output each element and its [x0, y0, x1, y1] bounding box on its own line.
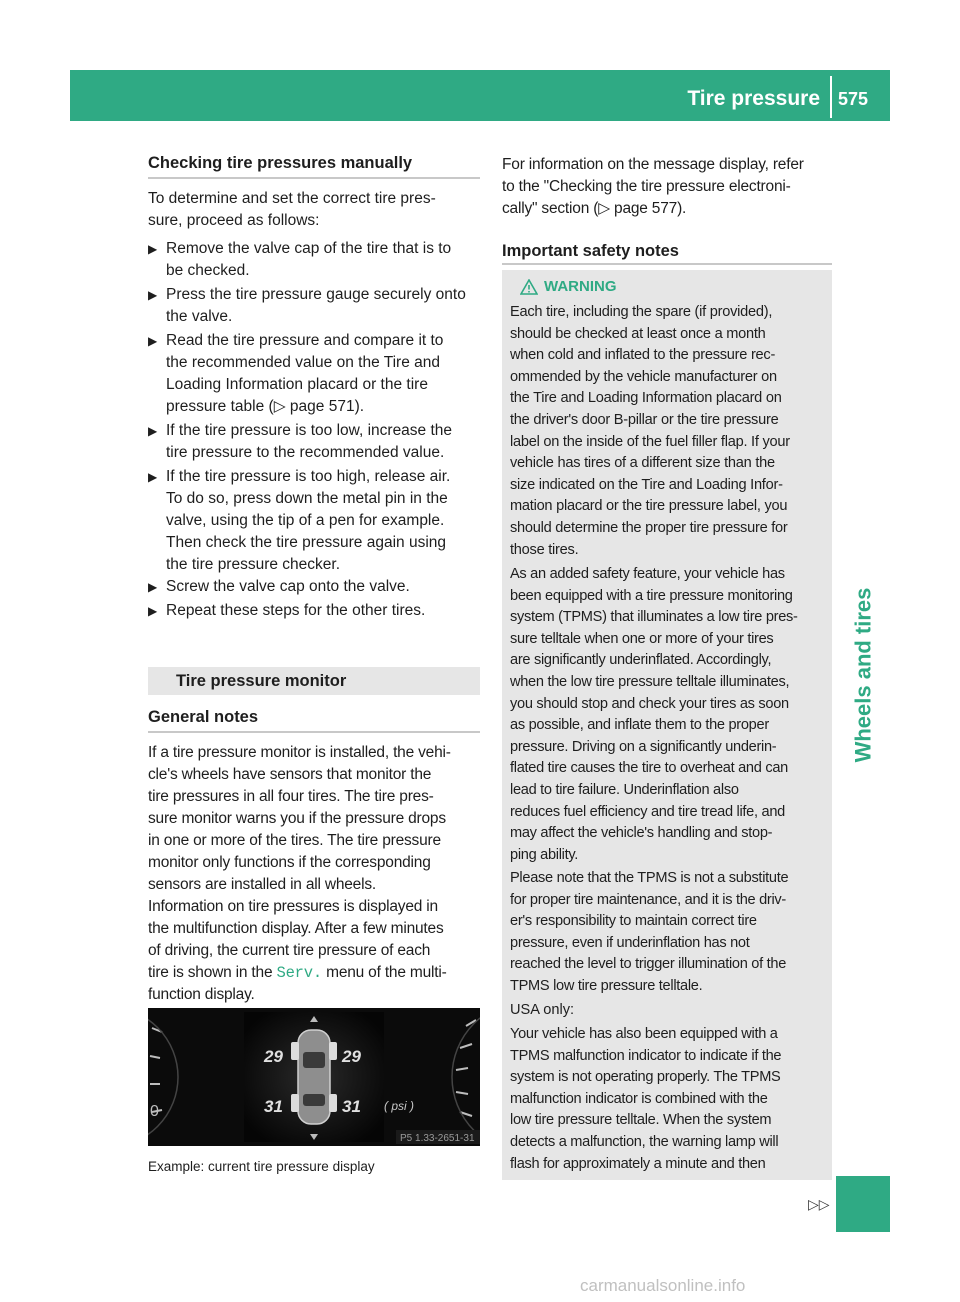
- side-tab: [836, 587, 890, 763]
- intro-paragraph: To determine and set the correct tire pres- sure, proceed as follows:: [148, 190, 436, 229]
- step-item: ▶ If the tire pressure is too low, increase the tire pressure to the recommended value.: [148, 422, 453, 461]
- step-item: ▶ If the tire pressure is too high, release air. To do so, press down the metal pin in the valve, using the tip of a pen for example. Then check the tire pressure again using the tire pressure checker.: [148, 468, 451, 573]
- continue-arrows-icon: ▷▷: [808, 1196, 830, 1212]
- general-notes-paragraph: If a tire pressure monitor is installed, the vehi- cle's wheels have sensors that monitor the tire pressures in all four tires. The tire pres- sure monitor warns you if the pressure drops in one or more of the tires. The tire pressure monitor only functions if the corresponding sensors are installed in all wheels.: [148, 744, 451, 893]
- warning-label: WARNING: [544, 278, 617, 295]
- side-tab-block: [836, 1176, 890, 1232]
- tire-pressure-display-figure: [148, 1008, 480, 1146]
- display-info-paragraph: Information on tire pressures is displayed in the multifunction display. After a few minutes of driving, the current tire pressure of each tire is shown in the Serv. menu of the multi- function display.: [148, 898, 447, 1003]
- warning-paragraph: Please note that the TPMS is not a substitute for proper tire maintenance, and it is the driv- er's responsibility to maintain correct tire pressure, even if underinflation has not reached the level to trigger illumination of the TPMS low tire pressure telltale.: [510, 870, 789, 994]
- rear-left-pressure: 31: [264, 1097, 283, 1116]
- heading-rule: [148, 731, 480, 733]
- section-title: Tire pressure monitor: [176, 672, 347, 690]
- heading-rule: [148, 177, 480, 179]
- serv-menu-name: Serv.: [276, 964, 322, 982]
- figure-caption: Example: current tire pressure display: [148, 1159, 375, 1174]
- warning-paragraph: USA only:: [510, 1002, 575, 1018]
- car-top-view-icon: [291, 1030, 337, 1124]
- watermark: carmanualsonline.info: [580, 1276, 746, 1295]
- step-item: ▶ Read the tire pressure and compare it to the recommended value on the Tire and Loading Information placard or the tire pressure table (▷ page 571).: [148, 332, 444, 415]
- warning-paragraph: Your vehicle has also been equipped with a TPMS malfunction indicator to indicate if the system is not operating properly. The TPMS malfunction indicator is combined with the low tire pressure telltale. When the system detects a malfunction, the warning lamp will flash for approximately a minute and then: [510, 1026, 782, 1172]
- step-item: ▶ Screw the valve cap onto the valve.: [148, 576, 482, 598]
- instrument-cluster-graphic: [148, 1008, 480, 1146]
- warning-header: [510, 276, 820, 298]
- figure-code: P5 1.33-2651-31: [400, 1133, 475, 1144]
- step-arrow-icon: ▶: [148, 580, 158, 594]
- side-tab-label: Wheels and tires: [850, 587, 875, 763]
- step-item: ▶ Remove the valve cap of the tire that is to be checked.: [148, 240, 452, 279]
- front-right-pressure: 29: [342, 1047, 361, 1066]
- step-arrow-icon: ▶: [148, 470, 158, 484]
- front-left-pressure: 29: [264, 1047, 283, 1066]
- heading-safety-notes: Important safety notes: [502, 242, 679, 260]
- step-arrow-icon: ▶: [148, 424, 158, 438]
- step-item: ▶ Repeat these steps for the other tires.: [148, 600, 482, 622]
- step-arrow-icon: ▶: [148, 242, 158, 256]
- step-arrow-icon: ▶: [148, 604, 158, 618]
- svg-text:0: 0: [150, 1103, 159, 1120]
- message-display-reference: For information on the message display, refer to the "Checking the tire pressure electroni- cally" section (▷ page 577).: [502, 156, 804, 217]
- pressure-unit: ( psi ): [384, 1099, 414, 1113]
- warning-paragraph: As an added safety feature, your vehicle has been equipped with a tire pressure monitoring system (TPMS) that illuminates a low tire pres- sure telltale when one or more of your tires are significantly underinflated. Accordingly, when the low tire pressure telltale illuminates, you should stop and check your tires as soon as possible, and inflate them to the proper pressure. Driving on a significantly underin- flated tire causes the tire to overheat and can lead to tire failure. Underinflation also reduces fuel efficiency and tire tread life, and may affect the vehicle's handling and stop- ping ability.: [510, 566, 798, 863]
- warning-triangle-icon: [520, 279, 538, 295]
- heading-manual-check: Checking tire pressures manually: [148, 154, 413, 172]
- heading-general-notes: General notes: [148, 708, 259, 726]
- warning-paragraph: Each tire, including the spare (if provided), should be checked at least once a month when cold and inflated to the pressure rec- ommended by the vehicle manufacturer on the Tire and Loading Information placard on the driver's door B-pillar or the tire pressure label on the inside of the fuel filler flap. If your vehicle has tires of a different size than the size indicated on the Tire and Loading Infor- mation placard or the tire pressure label, you should determine the proper tire pressure for those tires.: [510, 304, 790, 558]
- page-number: 575: [838, 89, 869, 109]
- step-item: ▶ Press the tire pressure gauge securely onto the valve.: [148, 286, 466, 325]
- chapter-title: Tire pressure: [687, 87, 820, 110]
- heading-rule: [502, 263, 832, 265]
- step-arrow-icon: ▶: [148, 288, 158, 302]
- step-arrow-icon: ▶: [148, 334, 158, 348]
- header-divider: [830, 76, 832, 118]
- rear-right-pressure: 31: [342, 1097, 361, 1116]
